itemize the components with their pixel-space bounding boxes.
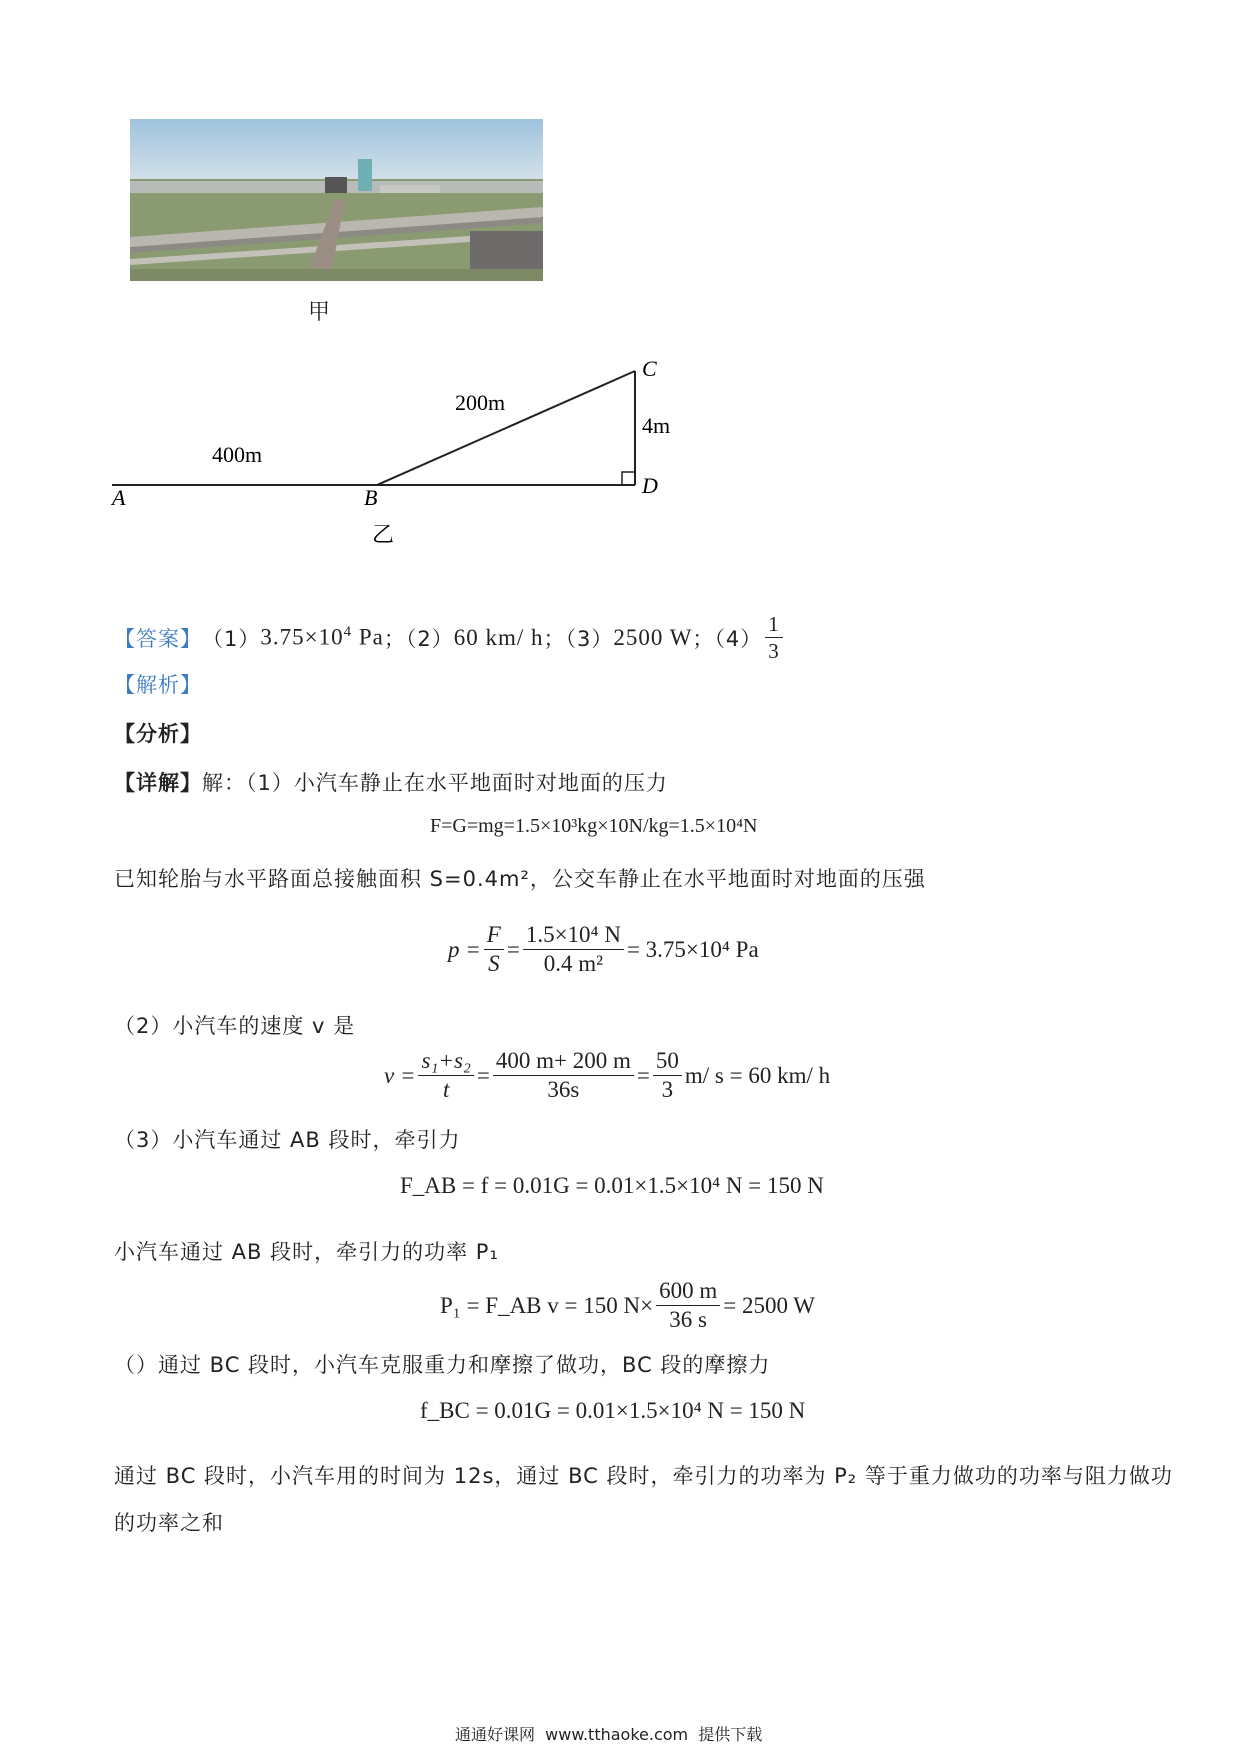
equation-5-frac <box>656 1278 720 1334</box>
equation-3-frac-3-den: 3 <box>661 1077 674 1103</box>
right-angle-mark <box>622 472 635 485</box>
detail-line-3: （2）小汽车的速度 v 是 <box>114 1014 356 1038</box>
equation-3-eq-1: = <box>476 1062 490 1088</box>
page-footer: 通通好课网 www.tthaoke.com 提供下载 <box>455 1725 763 1744</box>
equation-5-frac-num: 600 m <box>656 1278 720 1306</box>
equation-2-lhs: p = <box>448 936 481 962</box>
equation-4: F_AB = f = 0.01G = 0.01×1.5×10⁴ N = 150 N <box>400 1173 824 1198</box>
fenxi-tag: 【分析】 <box>114 722 202 746</box>
answer-part4-denominator: 3 <box>768 639 780 664</box>
equation-3-frac-1-den: t <box>443 1077 450 1103</box>
equation-1: F=G=mg=1.5×10³kg×10N/kg=1.5×10⁴N <box>430 815 758 837</box>
equation-3-frac-3 <box>653 1048 682 1104</box>
equation-2 <box>448 922 759 978</box>
equation-3-rhs: m/ s = 60 km/ h <box>684 1062 831 1088</box>
equation-3-frac-2 <box>493 1048 634 1104</box>
answer-sep1: ；（2） <box>383 626 454 651</box>
equation-2-frac-2 <box>523 922 624 978</box>
answer-part2: 60 km/ h <box>453 624 544 650</box>
answer-part1 <box>260 624 383 651</box>
equation-3-frac-1-num: s₁+s₂ <box>418 1048 473 1076</box>
answer-sep2: ；（3） <box>543 626 614 651</box>
equation-2-frac-1-num: F <box>484 922 504 950</box>
equation-3-frac-3-num: 50 <box>653 1048 682 1076</box>
detail-line-7: 通过 BC 段时，小汽车用的时间为 12s，通过 BC 段时，牵引力的功率为 P₂ 等于重力做功的功率与阻力做功 <box>114 1464 1173 1488</box>
detail-line-1-text: 解：（1）小汽车静止在水平地面时对地面的压力 <box>202 771 668 795</box>
detail-line-8: 的功率之和 <box>114 1511 224 1535</box>
equation-6: f_BC = 0.01G = 0.01×1.5×10⁴ N = 150 N <box>420 1398 806 1423</box>
detail-line-4: （3）小汽车通过 AB 段时，牵引力 <box>114 1128 461 1152</box>
equation-2-frac-1-den: S <box>488 951 500 977</box>
detail-line-5: 小汽车通过 AB 段时，牵引力的功率 P₁ <box>114 1240 499 1264</box>
equation-2-frac-1 <box>484 922 504 978</box>
answer-part3: 2500 W <box>613 624 693 650</box>
equation-2-rhs: = 3.75×10⁴ Pa <box>626 936 759 962</box>
photo-caption: 甲 <box>308 300 331 325</box>
equation-5-frac-den: 36 s <box>669 1307 707 1333</box>
equation-3-frac-2-num: 400 m+ 200 m <box>493 1048 634 1076</box>
slope-line <box>377 371 635 485</box>
answer-line <box>114 612 786 663</box>
answer-part1-prefix: （1） <box>202 626 261 651</box>
equation-5 <box>440 1278 815 1334</box>
equation-3-eq-2: = <box>636 1062 650 1088</box>
point-c-label: C <box>642 356 657 381</box>
equation-3-frac-2-den: 36s <box>547 1077 580 1103</box>
equation-3 <box>384 1048 830 1104</box>
equation-3-lhs: v = <box>384 1062 416 1088</box>
answer-part4-numerator: 1 <box>765 612 783 638</box>
point-b-label: B <box>364 485 378 510</box>
detail-tag: 【详解】 <box>114 771 202 795</box>
diagram-caption: 乙 <box>372 523 395 548</box>
equation-2-frac-2-num: 1.5×10⁴ N <box>523 922 624 950</box>
equation-3-frac-1 <box>418 1048 473 1104</box>
answer-part4-fraction <box>765 612 783 663</box>
point-a-label: A <box>112 485 126 510</box>
highway-photo <box>130 119 543 281</box>
detail-line-1 <box>114 767 668 797</box>
answer-sep3: ；（4） <box>692 626 763 651</box>
point-d-label: D <box>642 473 658 498</box>
length-bc-label: 200m <box>455 390 506 415</box>
answer-tag: 【答案】 <box>114 626 202 651</box>
highway-photo-drawing <box>130 119 543 281</box>
answer-part1-value: 3.75×10 <box>260 624 344 650</box>
detail-line-2: 已知轮胎与水平路面总接触面积 S=0.4m²，公交车静止在水平地面时对地面的压强 <box>114 867 926 891</box>
answer-part1-exponent: 4 <box>343 624 353 641</box>
length-cd-label: 4m <box>642 413 671 438</box>
analysis-tag: 【解析】 <box>114 673 202 697</box>
detail-line-6: （）通过 BC 段时，小汽车克服重力和摩擦了做功，BC 段的摩擦力 <box>114 1353 771 1377</box>
equation-5-rhs: = 2500 W <box>723 1292 815 1318</box>
length-ab-label: 400m <box>212 442 263 467</box>
equation-2-eq: = <box>506 936 520 962</box>
equation-2-frac-2-den: 0.4 m² <box>543 951 604 977</box>
answer-part1-unit: Pa <box>352 624 384 650</box>
equation-5-lhs: P₁ = F_AB v = 150 N× <box>440 1292 654 1318</box>
slope-diagram <box>100 350 700 550</box>
